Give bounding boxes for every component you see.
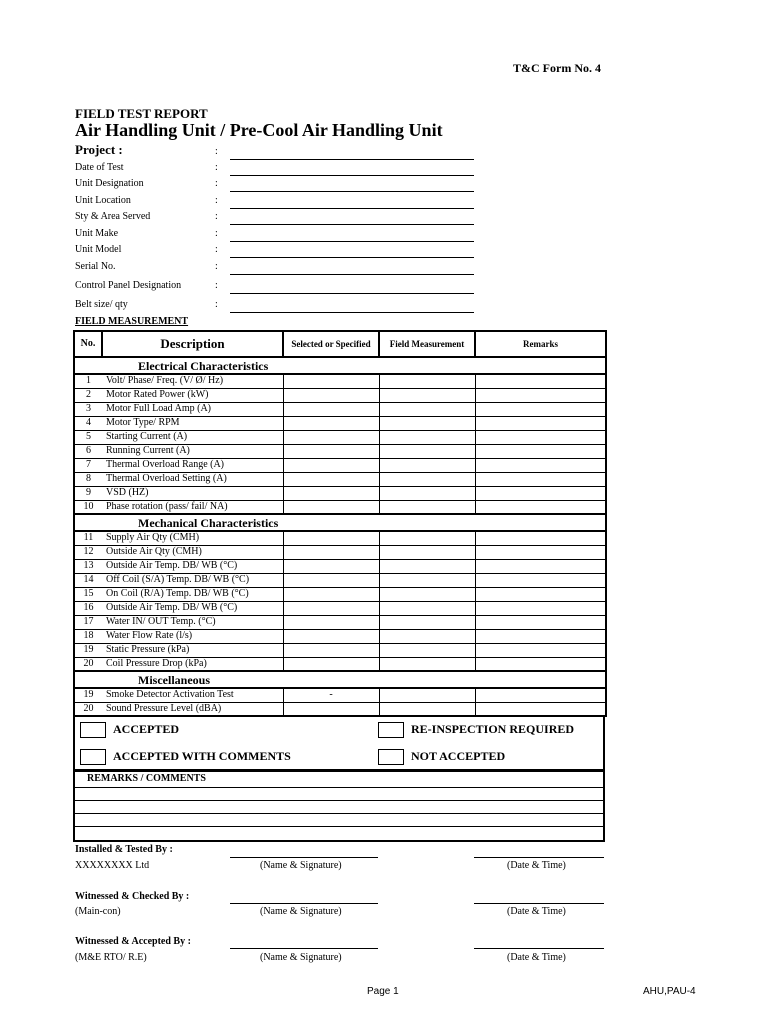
name-signature-caption: (Name & Signature) [260,906,342,917]
row-description: Water IN/ OUT Temp. (°C) [102,615,283,629]
table-row [74,629,606,643]
row-number: 2 [74,388,102,402]
selected-value-cell[interactable] [283,657,379,671]
report-title: FIELD TEST REPORT [75,106,208,121]
section-title: Miscellaneous [102,671,606,688]
field-measurement-cell[interactable] [379,486,475,500]
selected-value-cell[interactable] [283,374,379,388]
serial-no-field[interactable] [230,274,474,275]
remarks-cell[interactable] [475,402,606,416]
row-description: Motor Full Load Amp (A) [102,402,283,416]
header-no: No. [74,331,102,357]
section-header-row [74,514,606,531]
selected-value-cell[interactable] [283,458,379,472]
selected-value-cell[interactable] [283,472,379,486]
unit-make-field[interactable] [230,241,474,242]
selected-value-cell[interactable] [283,629,379,643]
selected-value-cell[interactable] [283,486,379,500]
table-row [74,374,606,388]
row-number: 19 [74,688,102,702]
remarks-cell[interactable] [475,458,606,472]
row-number: 8 [74,472,102,486]
table-row [74,388,606,402]
accepted-by-party: (M&E RTO/ R.E) [75,952,147,963]
field-measurement-cell[interactable] [379,573,475,587]
remarks-cell[interactable] [475,702,606,716]
project-field[interactable] [230,159,474,160]
accepted-with-comments-label: ACCEPTED WITH COMMENTS [113,749,291,763]
accepted-label: ACCEPTED [113,722,180,736]
section-title: Mechanical Characteristics [102,514,606,531]
installed-by-heading: Installed & Tested By : [75,844,173,855]
belt-size-label: Belt size/ qty [75,299,128,310]
row-number: 15 [74,587,102,601]
unit-model-field[interactable] [230,257,474,258]
table-row [74,702,606,716]
date-time-caption: (Date & Time) [507,952,566,963]
row-description: Supply Air Qty (CMH) [102,531,283,545]
field-colon: : [215,299,218,310]
name-signature-caption: (Name & Signature) [260,952,342,963]
table-row [74,531,606,545]
checker-date-line[interactable] [474,903,604,904]
table-row [74,430,606,444]
selected-value-cell[interactable] [283,559,379,573]
row-number: 16 [74,601,102,615]
row-description: Coil Pressure Drop (kPa) [102,657,283,671]
checked-by-heading: Witnessed & Checked By : [75,891,190,902]
field-measurement-title: FIELD MEASUREMENT [75,316,189,327]
field-measurement-cell[interactable] [379,416,475,430]
control-panel-label: Control Panel Designation [75,280,182,291]
table-row [74,444,606,458]
remarks-cell[interactable] [475,531,606,545]
remarks-cell[interactable] [475,545,606,559]
remarks-cell[interactable] [475,657,606,671]
unit-designation-field[interactable] [230,191,474,192]
name-signature-caption: (Name & Signature) [260,860,342,871]
field-colon: : [215,280,218,291]
table-row [74,500,606,514]
remarks-cell[interactable] [475,500,606,514]
table-row [74,416,606,430]
field-colon: : [215,178,218,189]
table-row [74,615,606,629]
date-time-caption: (Date & Time) [507,860,566,871]
selected-value-cell[interactable] [283,500,379,514]
section-header-row [74,671,606,688]
form-code: AHU,PAU-4 [643,986,696,997]
row-description: Phase rotation (pass/ fail/ NA) [102,500,283,514]
remarks-cell[interactable] [475,444,606,458]
remarks-cell[interactable] [475,388,606,402]
row-number: 11 [74,531,102,545]
table-row [74,643,606,657]
unit-model-label: Unit Model [75,244,122,255]
remarks-cell[interactable] [475,472,606,486]
field-measurement-cell[interactable] [379,657,475,671]
row-description: Smoke Detector Activation Test [102,688,283,702]
row-number: 12 [74,545,102,559]
row-number: 5 [74,430,102,444]
remarks-line[interactable] [75,827,603,840]
row-description: Running Current (A) [102,444,283,458]
serial-no-label: Serial No. [75,261,116,272]
remarks-cell[interactable] [475,688,606,702]
selected-value-cell[interactable] [283,444,379,458]
table-row [74,559,606,573]
unit-title: Air Handling Unit / Pre-Cool Air Handling Unit [75,120,443,140]
row-description: Thermal Overload Range (A) [102,458,283,472]
selected-value-cell[interactable] [283,601,379,615]
acceptance-status [73,717,605,771]
table-row [74,601,606,615]
field-measurement-cell[interactable] [379,531,475,545]
field-measurement-cell[interactable] [379,545,475,559]
field-colon: : [215,211,218,222]
row-number: 13 [74,559,102,573]
selected-value-cell[interactable] [283,416,379,430]
row-number: 3 [74,402,102,416]
row-number: 7 [74,458,102,472]
section-number-cell [74,357,102,374]
row-number: 17 [74,615,102,629]
field-measurement-cell[interactable] [379,388,475,402]
remarks-cell[interactable] [475,601,606,615]
remarks-line[interactable] [75,788,603,801]
selected-value-cell[interactable]: - [283,688,379,702]
row-description: Volt/ Phase/ Freq. (V/ Ø/ Hz) [102,374,283,388]
row-number: 6 [74,444,102,458]
row-number: 19 [74,643,102,657]
row-description: Static Pressure (kPa) [102,643,283,657]
remarks-cell[interactable] [475,486,606,500]
remarks-cell[interactable] [475,629,606,643]
table-row [74,688,606,702]
belt-size-field[interactable] [230,312,474,313]
section-header-row [74,357,606,374]
acceptor-date-line[interactable] [474,948,604,949]
table-row [74,458,606,472]
checker-signature-line[interactable] [230,903,378,904]
selected-value-cell[interactable] [283,402,379,416]
area-served-label: Sty & Area Served [75,211,151,222]
field-measurement-cell[interactable] [379,374,475,388]
field-measurement-cell[interactable] [379,500,475,514]
date-of-test-field[interactable] [230,175,474,176]
date-time-caption: (Date & Time) [507,906,566,917]
row-number: 18 [74,629,102,643]
field-measurement-cell[interactable] [379,402,475,416]
table-row [74,573,606,587]
field-colon: : [215,146,218,157]
row-description: Off Coil (S/A) Temp. DB/ WB (°C) [102,573,283,587]
selected-value-cell[interactable] [283,545,379,559]
area-served-field[interactable] [230,224,474,225]
section-number-cell [74,514,102,531]
section-title: Electrical Characteristics [102,357,606,374]
project-label: Project : [75,142,123,157]
installer-signature-line[interactable] [230,857,378,858]
row-description: Motor Rated Power (kW) [102,388,283,402]
row-description: VSD (HZ) [102,486,283,500]
remarks-cell[interactable] [475,573,606,587]
remarks-box [73,770,605,842]
remarks-cell[interactable] [475,374,606,388]
field-measurement-cell[interactable] [379,702,475,716]
unit-designation-label: Unit Designation [75,178,144,189]
accepted-with-comments-checkbox[interactable] [80,749,106,765]
remarks-cell[interactable] [475,416,606,430]
header-field-measurement: Field Measurement [379,331,475,357]
field-measurement-cell[interactable] [379,688,475,702]
header-remarks: Remarks [475,331,606,357]
remarks-line[interactable] [75,801,603,814]
remarks-cell[interactable] [475,587,606,601]
reinspection-label: RE-INSPECTION REQUIRED [411,722,575,736]
unit-make-label: Unit Make [75,228,119,239]
row-number: 4 [74,416,102,430]
row-number: 1 [74,374,102,388]
table-row [74,486,606,500]
remarks-cell[interactable] [475,643,606,657]
unit-location-label: Unit Location [75,195,131,206]
accepted-checkbox[interactable] [80,722,106,738]
remarks-cell[interactable] [475,430,606,444]
page-number: Page 1 [367,986,399,997]
field-colon: : [215,228,218,239]
row-description: Outside Air Temp. DB/ WB (°C) [102,601,283,615]
selected-value-cell[interactable] [283,573,379,587]
row-number: 9 [74,486,102,500]
selected-value-cell[interactable] [283,615,379,629]
not-accepted-label: NOT ACCEPTED [411,749,506,763]
field-measurement-cell[interactable] [379,601,475,615]
row-description: On Coil (R/A) Temp. DB/ WB (°C) [102,587,283,601]
table-row [74,472,606,486]
row-number: 20 [74,657,102,671]
header-selected: Selected or Specified [283,331,379,357]
table-row [74,402,606,416]
field-colon: : [215,195,218,206]
header-description: Description [102,331,283,357]
table-row [74,545,606,559]
selected-value-cell[interactable] [283,430,379,444]
field-colon: : [215,244,218,255]
row-description: Outside Air Temp. DB/ WB (°C) [102,559,283,573]
remarks-cell[interactable] [475,615,606,629]
installed-by-company: XXXXXXXX Ltd [75,860,150,871]
row-number: 20 [74,702,102,716]
not-accepted-checkbox[interactable] [378,749,404,765]
row-description: Thermal Overload Setting (A) [102,472,283,486]
remarks-title: REMARKS / COMMENTS [75,772,603,788]
field-colon: : [215,261,218,272]
remarks-cell[interactable] [475,559,606,573]
unit-location-field[interactable] [230,208,474,209]
selected-value-cell[interactable] [283,587,379,601]
row-description: Water Flow Rate (l/s) [102,629,283,643]
selected-value-cell[interactable] [283,388,379,402]
remarks-line[interactable] [75,814,603,827]
field-measurement-cell[interactable] [379,430,475,444]
installer-date-line[interactable] [474,857,604,858]
field-measurement-cell[interactable] [379,643,475,657]
reinspection-checkbox[interactable] [378,722,404,738]
field-measurement-cell[interactable] [379,615,475,629]
row-description: Sound Pressure Level (dBA) [102,702,283,716]
section-number-cell [74,671,102,688]
row-number: 14 [74,573,102,587]
row-number: 10 [74,500,102,514]
field-measurement-table [73,330,607,717]
field-measurement-cell[interactable] [379,559,475,573]
table-row [74,587,606,601]
form-number: T&C Form No. 4 [513,61,601,75]
control-panel-field[interactable] [230,293,474,294]
selected-value-cell[interactable] [283,643,379,657]
checked-by-party: (Main-con) [75,906,121,917]
row-description: Motor Type/ RPM [102,416,283,430]
table-row [74,657,606,671]
accepted-by-heading: Witnessed & Accepted By : [75,936,191,947]
field-colon: : [215,162,218,173]
acceptor-signature-line[interactable] [230,948,378,949]
selected-value-cell[interactable] [283,702,379,716]
table-header-row [74,331,606,357]
selected-value-cell[interactable] [283,531,379,545]
field-measurement-cell[interactable] [379,458,475,472]
field-measurement-cell[interactable] [379,444,475,458]
row-description: Starting Current (A) [102,430,283,444]
field-measurement-cell[interactable] [379,587,475,601]
date-of-test-label: Date of Test [75,162,124,173]
row-description: Outside Air Qty (CMH) [102,545,283,559]
field-measurement-cell[interactable] [379,472,475,486]
field-measurement-cell[interactable] [379,629,475,643]
